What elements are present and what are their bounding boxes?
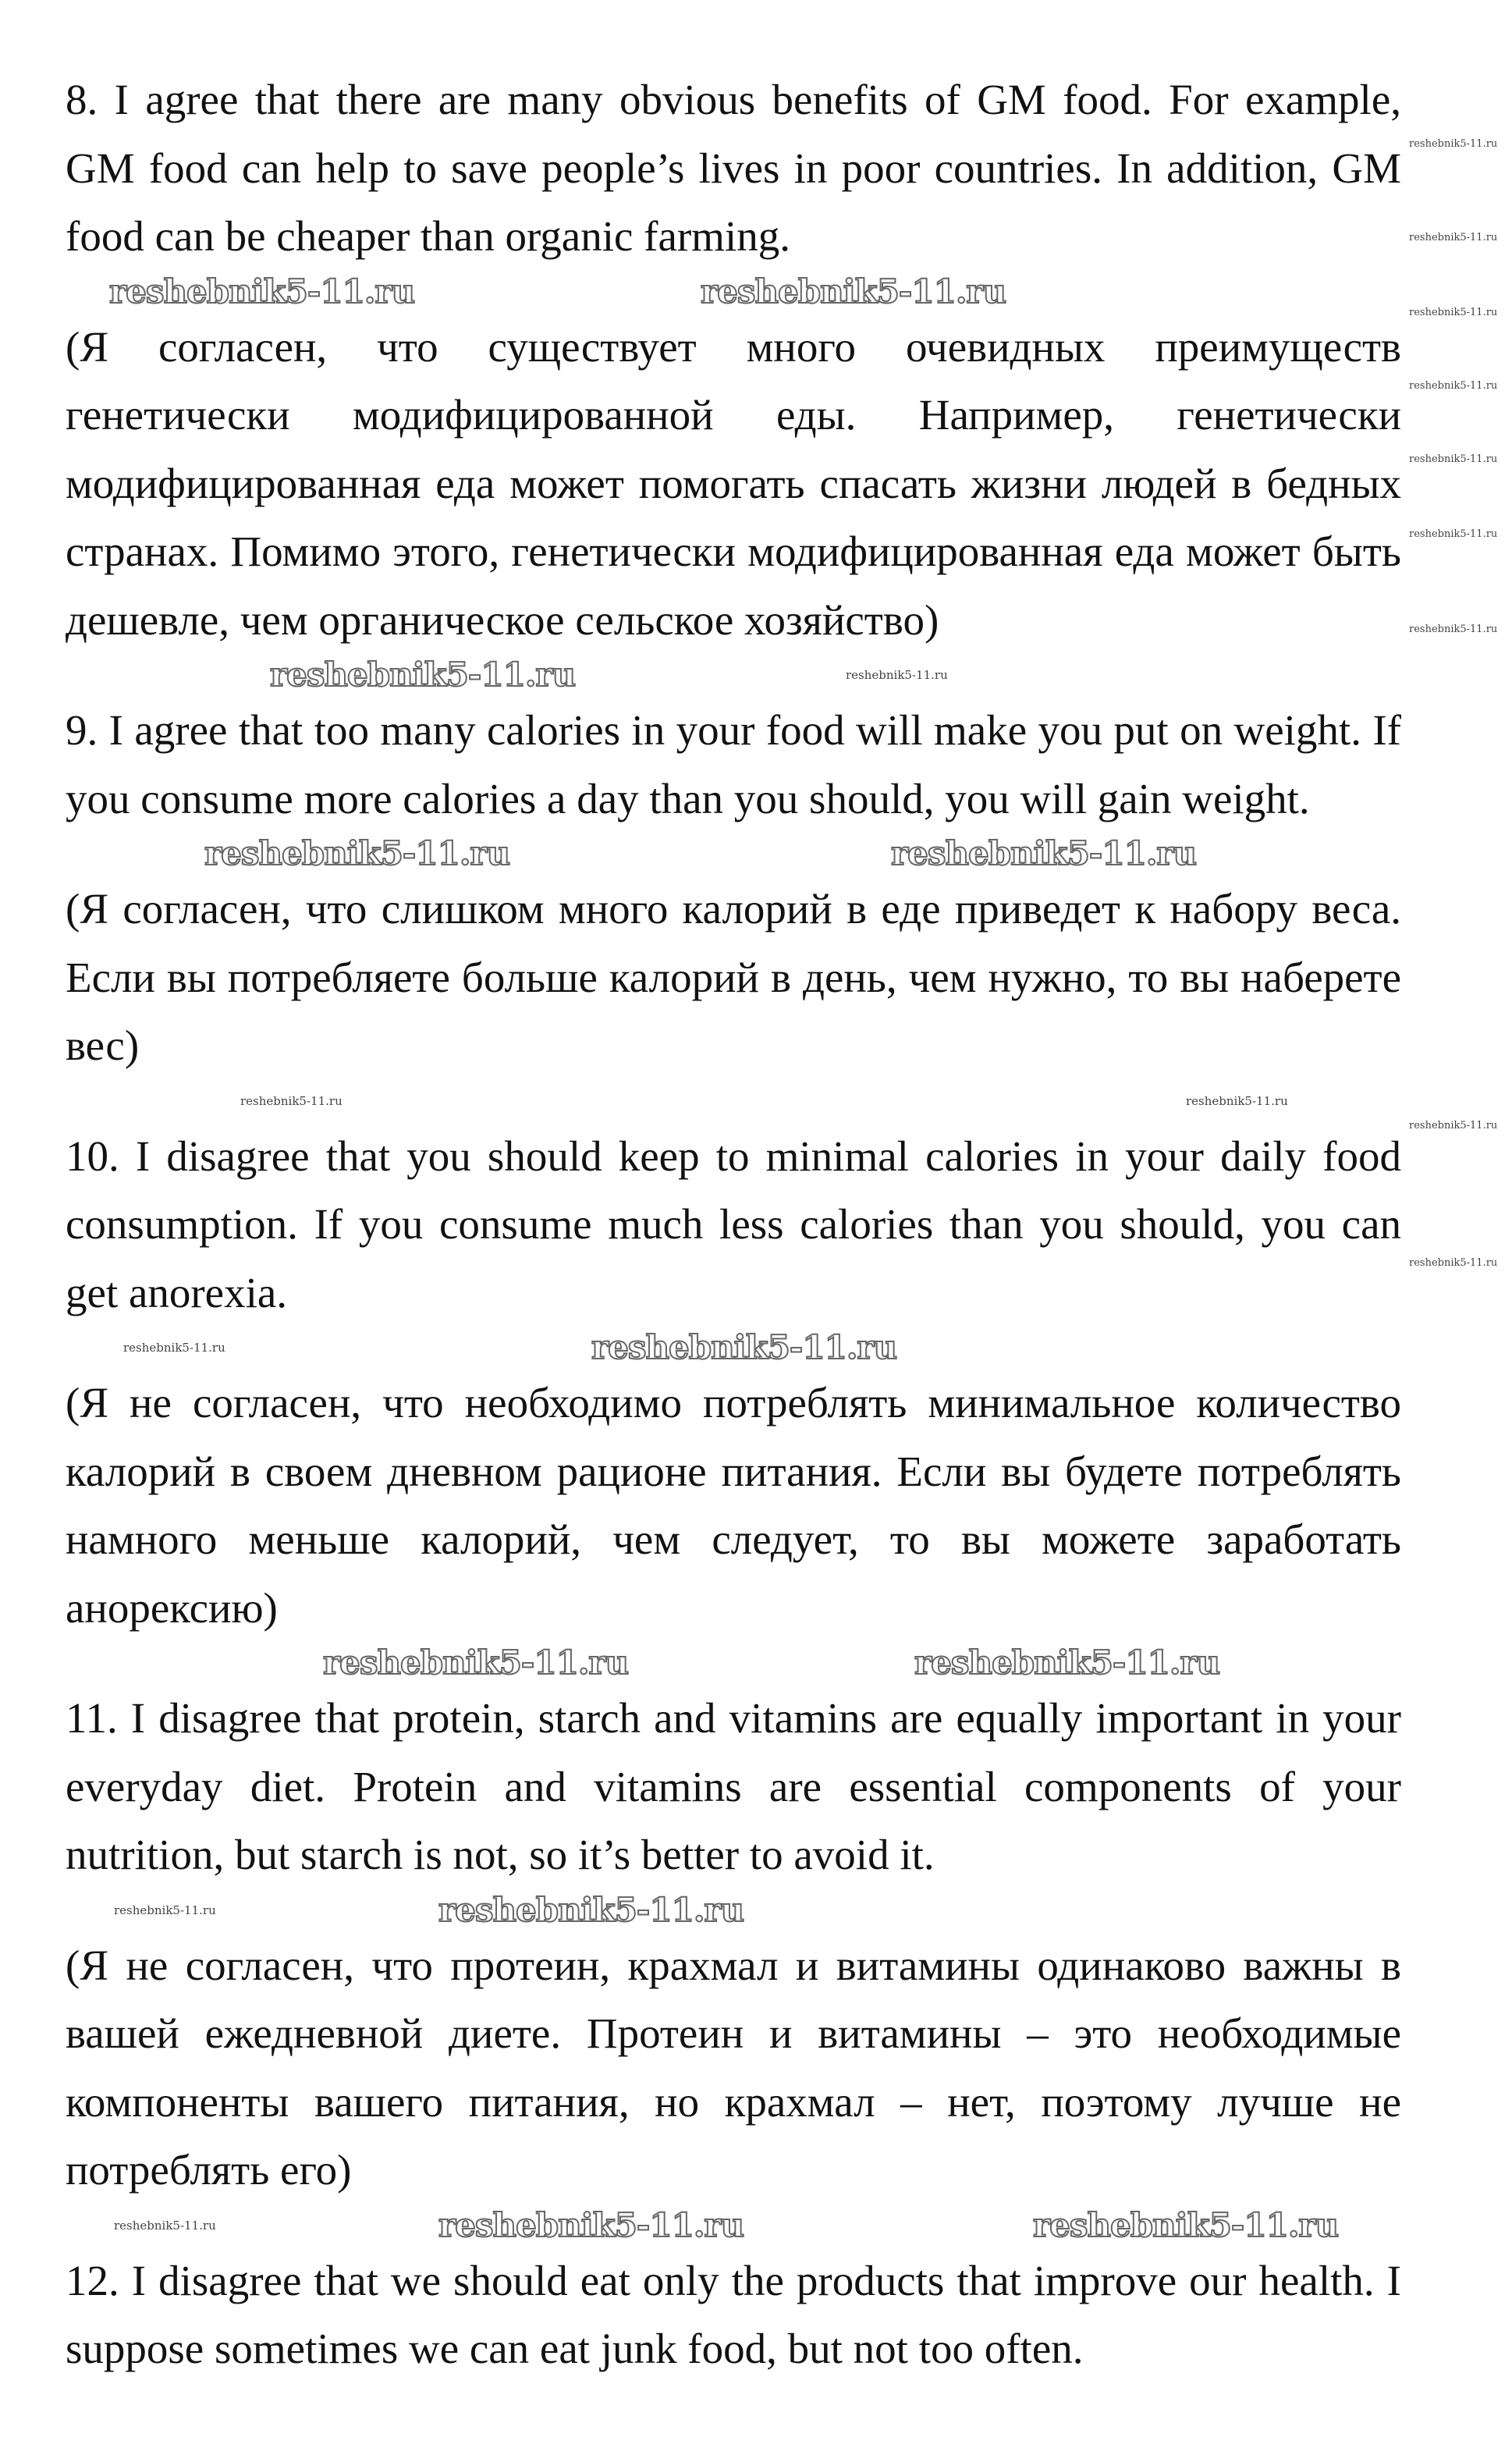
answer-10-english: 10. I disagree that you should keep to minimal calories in your daily food consumption. If you consume much less calories than you should, you can get anorexia. bbox=[66, 1132, 1401, 1316]
watermark-row bbox=[66, 1080, 1401, 1122]
watermark-row bbox=[66, 1889, 1401, 1931]
watermark: reshebnik5-11.ru bbox=[323, 1643, 629, 1682]
watermark: reshebnik5-11.ru bbox=[114, 2218, 216, 2233]
watermark: reshebnik5-11.ru bbox=[1409, 138, 1498, 150]
watermark: reshebnik5-11.ru bbox=[1033, 2205, 1339, 2244]
watermark: reshebnik5-11.ru bbox=[1409, 232, 1498, 243]
answer-11-russian: (Я не согласен, что протеин, крахмал и витамины одинаково важны в вашей ежедневной диете. Протеин и витамины – это необходимые компоненты вашего питания, но крахмал – нет, поэтому лучше не потреблять его) bbox=[66, 1941, 1401, 2194]
watermark-row bbox=[66, 1642, 1401, 1684]
watermark-row bbox=[66, 833, 1401, 875]
watermark: reshebnik5-11.ru bbox=[438, 2205, 744, 2244]
answer-8-english: 8. I agree that there are many obvious benefits of GM food. For example, GM food can help to save people’s lives in poor countries. In addition, GM food can be cheaper than organic farming. bbox=[66, 76, 1401, 260]
watermark-row bbox=[66, 1327, 1401, 1369]
watermark: reshebnik5-11.ru bbox=[1409, 1257, 1498, 1269]
answer-9-russian: (Я согласен, что слишком много калорий в еде приведет к набору веса. Если вы потребляете больше калорий в день, чем нужно, то вы наберете вес) bbox=[66, 885, 1401, 1069]
watermark: reshebnik5-11.ru bbox=[846, 668, 948, 682]
answer-10-russian: (Я не согласен, что необходимо потреблять минимальное количество калорий в своем дневном рационе питания. Если вы будете потреблять намного меньше калорий, чем следует, то вы можете заработать анорексию) bbox=[66, 1379, 1401, 1632]
watermark: reshebnik5-11.ru bbox=[123, 1341, 225, 1355]
watermark: reshebnik5-11.ru bbox=[204, 834, 510, 872]
watermark: reshebnik5-11.ru bbox=[891, 834, 1197, 872]
watermark: reshebnik5-11.ru bbox=[114, 1902, 216, 1917]
watermark: reshebnik5-11.ru bbox=[591, 1328, 897, 1366]
watermark: reshebnik5-11.ru bbox=[1409, 623, 1498, 635]
watermark-row bbox=[66, 271, 1401, 313]
watermark: reshebnik5-11.ru bbox=[270, 655, 576, 694]
watermark: reshebnik5-11.ru bbox=[438, 1890, 744, 1929]
watermark: reshebnik5-11.ru bbox=[914, 1643, 1220, 1682]
watermark: reshebnik5-11.ru bbox=[1409, 380, 1498, 392]
watermark: reshebnik5-11.ru bbox=[1186, 1093, 1288, 1108]
watermark: reshebnik5-11.ru bbox=[1409, 307, 1498, 318]
document-body bbox=[66, 66, 1401, 2383]
watermark: reshebnik5-11.ru bbox=[240, 1093, 343, 1108]
watermark: reshebnik5-11.ru bbox=[701, 272, 1006, 311]
watermark: reshebnik5-11.ru bbox=[1409, 528, 1498, 540]
answer-11-english: 11. I disagree that protein, starch and vitamins are equally important in your everyday diet. Protein and vitamins are essential components of your nutrition, but starch is not, so it’s better to avoid it. bbox=[66, 1694, 1401, 1878]
watermark-row bbox=[66, 2204, 1401, 2247]
answer-9-english: 9. I agree that too many calories in your food will make you put on weight. If you consume more calories a day than you should, you will gain weight. bbox=[66, 706, 1401, 822]
watermark: reshebnik5-11.ru bbox=[1409, 453, 1498, 465]
watermark-row bbox=[66, 654, 1401, 696]
watermark: reshebnik5-11.ru bbox=[1409, 1120, 1498, 1132]
answer-12-english: 12. I disagree that we should eat only the products that improve our health. I suppose sometimes we can eat junk food, but not too often. bbox=[66, 2256, 1401, 2372]
answer-8-russian: (Я согласен, что существует много очевидных преимуществ генетически модифицированной еды. Например, генетически модифицированная еда может помогать спасать жизни людей в бедных странах. Помимо этого, генетически модифицированная еда может быть дешевле, чем органическое сельское хозяйство) bbox=[66, 322, 1401, 644]
watermark: reshebnik5-11.ru bbox=[109, 272, 415, 311]
margin-watermarks bbox=[1409, 0, 1512, 2462]
